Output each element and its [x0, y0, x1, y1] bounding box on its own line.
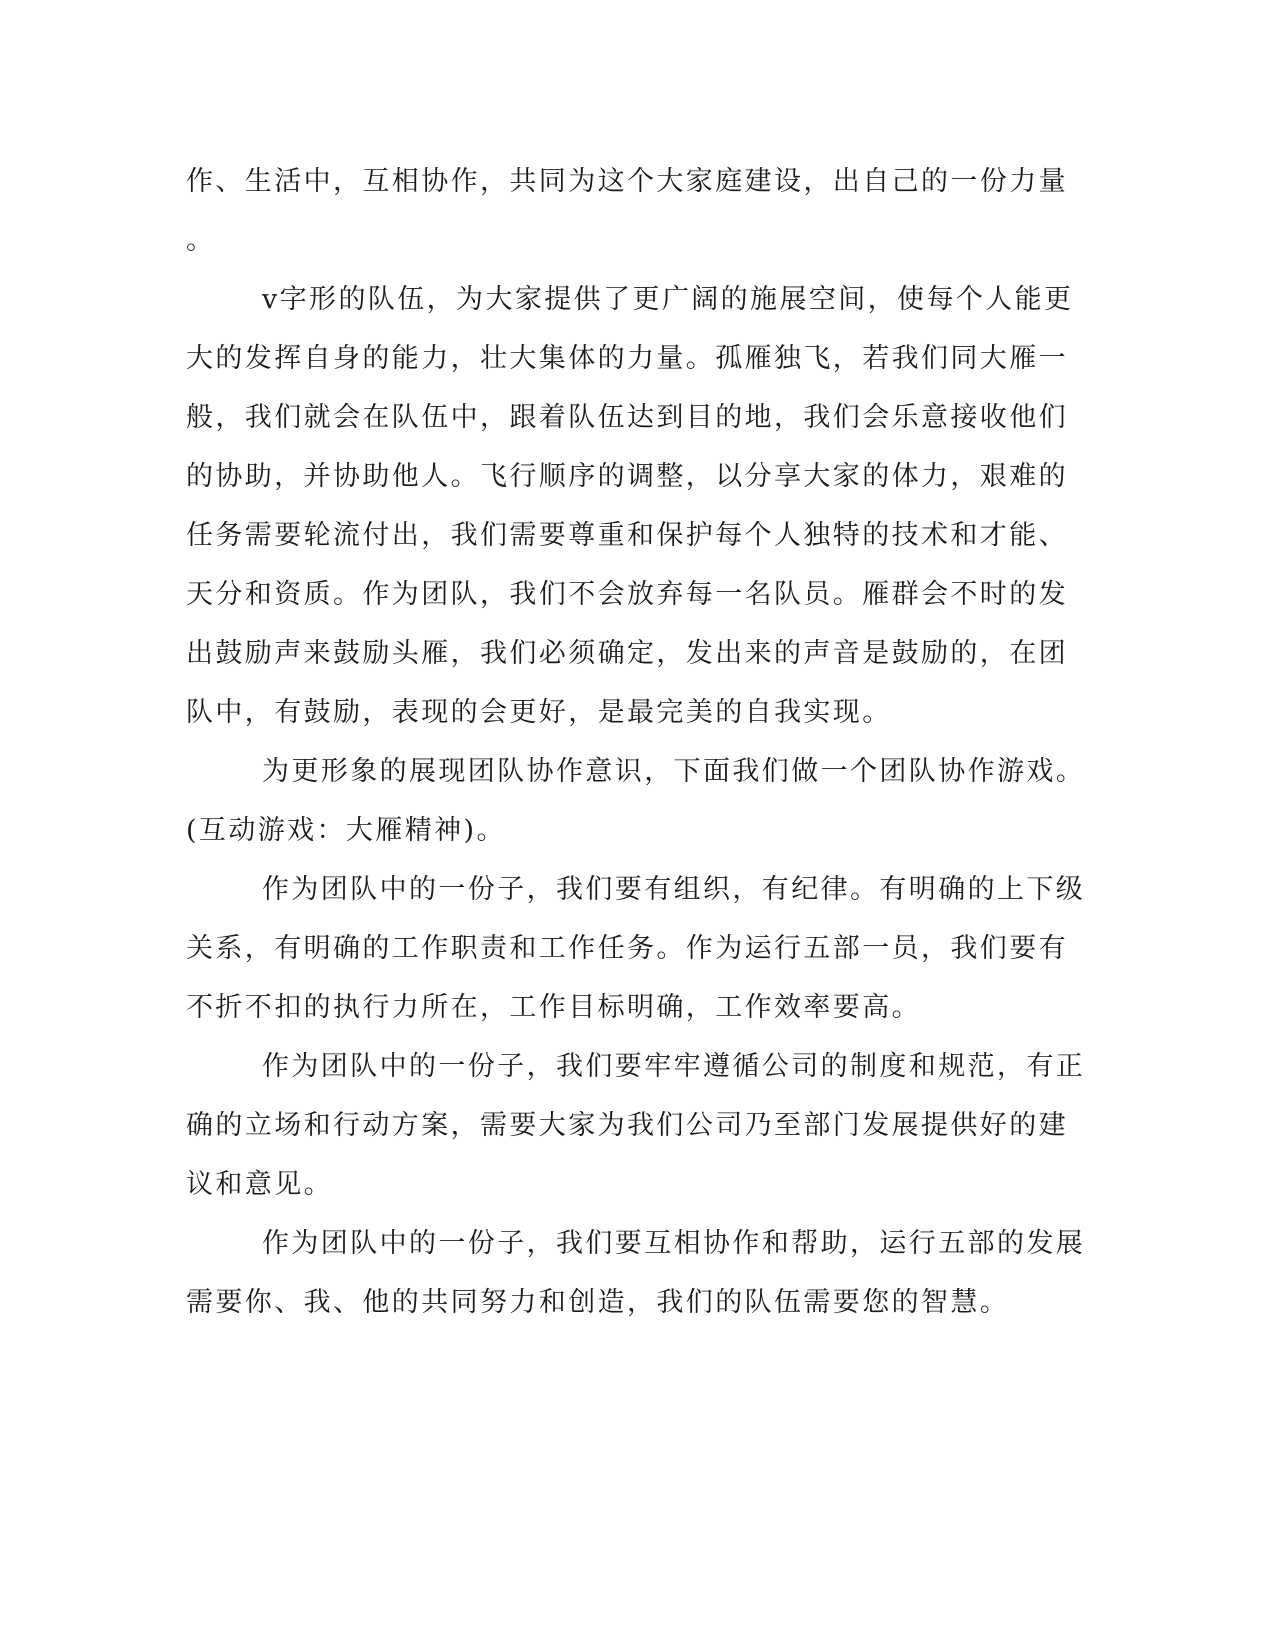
text-line: 出鼓励声来鼓励头雁，我们必须确定，发出来的声音是鼓励的，在团: [186, 638, 1068, 669]
text-line: 般，我们就会在队伍中，跟着队伍达到目的地，我们会乐意接收他们: [186, 402, 1068, 433]
text-line: 需要你、我、他的共同努力和创造，我们的队伍需要您的智慧。: [186, 1287, 1010, 1318]
text-line: 确的立场和行动方案，需要大家为我们公司乃至部门发展提供好的建: [186, 1110, 1068, 1141]
text-line: 。: [186, 225, 216, 256]
paragraph-start-line: 作为团队中的一份子，我们要有组织，有纪律。有明确的上下级: [262, 874, 1086, 905]
text-line: 作、生活中，互相协作，共同为这个大家庭建设，出自己的一份力量: [186, 166, 1068, 197]
text-line: 的协助，并协助他人。飞行顺序的调整，以分享大家的体力，艰难的: [186, 461, 1068, 492]
text-line: 队中，有鼓励，表现的会更好，是最完美的自我实现。: [186, 697, 892, 728]
paragraph-start-line: 作为团队中的一份子，我们要牢牢遵循公司的制度和规范，有正: [262, 1051, 1086, 1082]
text-line: 不折不扣的执行力所在，工作目标明确，工作效率要高。: [186, 992, 921, 1023]
text-line: (互动游戏：大雁精神)。: [186, 815, 506, 846]
paragraph-start-line: 作为团队中的一份子，我们要互相协作和帮助，运行五部的发展: [262, 1228, 1086, 1259]
text-line: 关系，有明确的工作职责和工作任务。作为运行五部一员，我们要有: [186, 933, 1068, 964]
text-line: 任务需要轮流付出，我们需要尊重和保护每个人独特的技术和才能、: [186, 520, 1068, 551]
body-text: [186, 152, 1086, 1332]
paragraph-start-line: 为更形象的展现团队协作意识，下面我们做一个团队协作游戏。: [262, 756, 1086, 787]
text-line: 议和意见。: [186, 1169, 333, 1200]
text-line: 天分和资质。作为团队，我们不会放弃每一名队员。雁群会不时的发: [186, 579, 1068, 610]
paragraph-start-line: v字形的队伍，为大家提供了更广阔的施展空间，使每个人能更: [262, 284, 1074, 315]
text-line: 大的发挥自身的能力，壮大集体的力量。孤雁独飞，若我们同大雁一: [186, 343, 1068, 374]
